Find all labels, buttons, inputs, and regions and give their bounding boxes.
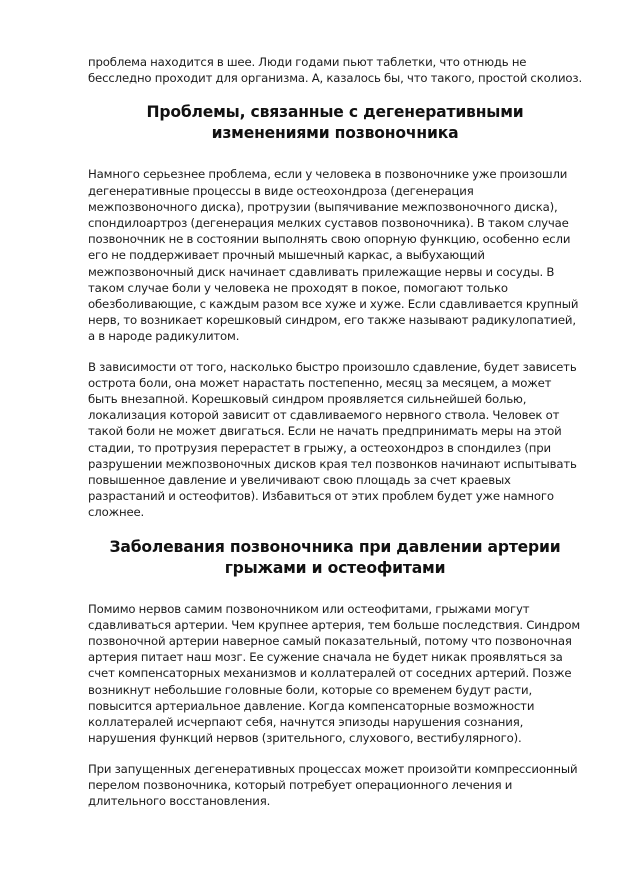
spacer: [88, 579, 582, 601]
section2-heading: Заболевания позвоночника при давлении артерии грыжами и остеофитами: [109, 537, 561, 577]
spacer: [88, 86, 582, 102]
section2-paragraph2: При запущенных дегенеративных процессах может произойти компрессионный перелом позвоночника, который потребует операционного лечения и длительного восстановления.: [88, 761, 578, 808]
section2-paragraph1: Помимо нервов самим позвоночником или остеофитами, грыжами могут сдавливаться артерии. Чем крупнее артерия, тем больше последствия. Синдром позвоночной артерии наверное самый показательный, потому что позвоночная артерия питает наш мозг. Ее сужение сначала не будет никак проявляться за счет компенсаторных механизмов и коллатералей от соседних артерий. Позже возникнут небольшие головные боли, которые со временем будут расти, повысится артериальное давление. Когда компенсаторные возможности коллатералей исчерпают себя, начнутся эпизоды нарушения сознания, нарушения функций нервов (зрительного, слухового, вестибулярного).: [88, 601, 581, 746]
spacer: [88, 345, 582, 359]
section1-paragraph2: В зависимости от того, насколько быстро произошло сдавление, будет зависеть острота боли, она может нарастать постепенно, месяц за месяцем, а может быть внезапной. Корешковый синдром проявляется сильнейшей болью, локализация которой зависит от сдавливаемого нервного ствола. Человек от такой боли не может двигаться. Если не начать предпринимать меры на этой стадии, то протрузия перерастет в грыжу, а остеохондроз в спондилез (при разрушении межпозвоночных дисков края тел позвонков начинают испытывать повышенное давление и увеличивают свою площадь за счет краевых разрастаний и остеофитов). Избавиться от этих проблем будет уже намного сложнее.: [88, 359, 577, 520]
section1-paragraph1: Намного серьезнее проблема, если у человека в позвоночнике уже произошли дегенеративные процессы в виде остеохондроза (дегенерация межпозвоночного диска), протрузии (выпячивание межпозвоночного диска), спондилоартроз (дегенерация мелких суставов позвоночника). В таком случае позвоночник не в состоянии выполнять свою опорную функцию, особенно если его не поддерживает прочный мышечный каркас, а выбухающий межпозвоночный диск начинает сдавливать прилежащие нервы и сосуды. В таком случае боли у человека не проходят в покое, помогают только обезболивающие, с каждым разом все хуже и хуже. Если сдавливается крупный нерв, то возникает корешковый синдром, его также называют радикулопатией, а в народе радикулитом.: [88, 167, 579, 344]
section1-heading: Проблемы, связанные с дегенеративными изменениями позвоночника: [146, 103, 524, 143]
spacer: [88, 521, 582, 537]
document-page: [88, 54, 582, 809]
spacer: [88, 747, 582, 761]
spacer: [88, 144, 582, 166]
intro-paragraph: проблема находится в шее. Люди годами пьют таблетки, что отнюдь не бесследно проходит для организма. А, казалось бы, что такого, простой сколиоз.: [88, 55, 583, 86]
